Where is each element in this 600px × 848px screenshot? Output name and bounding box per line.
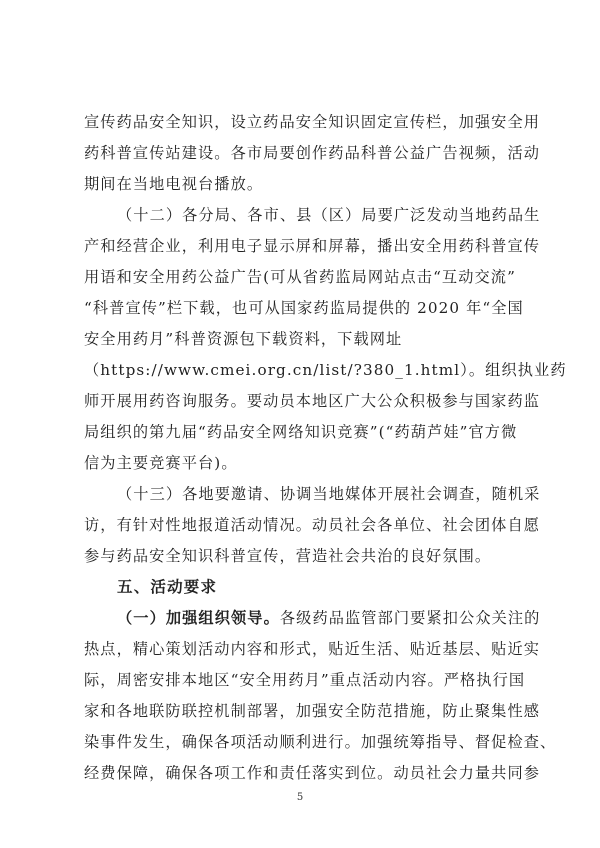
url-line: （https://www.cmei.org.cn/list/?380_1.html）。组织执业药 (84, 361, 567, 379)
section-heading: 五、活动要求 (117, 578, 218, 596)
text-line: 产和经营企业，利用电子显示屏和屏幕，播出安全用药科普宣传 (84, 237, 541, 255)
text-line: 期间在当地电视台播放。 (84, 175, 264, 193)
text-line: 际，周密安排本地区“安全用药月”重点活动内容。严格执行国 (84, 671, 526, 689)
text-line: （十二）各分局、各市、县（区）局要广泛发动当地药品生 (117, 206, 541, 224)
text-line: 局组织的第九届“药品安全网络知识竞赛”(“药葫芦娃”官方微 (84, 423, 518, 441)
text-line: “科普宣传”栏下载，也可从国家药监局提供的 2020 年“全国 (84, 299, 524, 317)
text-line: 家和各地联防联控机制部署，加强安全防范措施，防止聚集性感 (84, 702, 541, 720)
text-line: 药科普宣传站建设。各市局要创作药品科普公益广告视频，活动 (84, 144, 541, 162)
text-line: 师开展用药咨询服务。要动员本地区广大公众积极参与国家药监 (84, 392, 541, 410)
text-line: 经费保障，确保各项工作和责任落实到位。动员社会力量共同参 (84, 764, 541, 782)
text-line (117, 608, 540, 628)
page-number: 5 (296, 792, 304, 803)
text-line: （十三）各地要邀请、协调当地媒体开展社会调查，随机采 (117, 485, 541, 503)
text-line: 访，有针对性地报道活动情况。动员社会各单位、社会团体自愿 (84, 516, 541, 534)
text-line: 染事件发生，确保各项活动顺利进行。加强统筹指导、督促检查、 (84, 733, 557, 751)
text-line: 参与药品安全知识科普宣传，营造社会共治的良好氛围。 (84, 547, 492, 565)
text-line: 信为主要竞赛平台)。 (84, 454, 238, 472)
text-line: 宣传药品安全知识，设立药品安全知识固定宣传栏，加强安全用 (84, 113, 541, 131)
text-span: 各级药品监管部门要紧扣公众关注的 (279, 609, 541, 627)
text-line: 安全用药月”科普资源包下载资料，下载网址 (84, 330, 403, 348)
text-line: 用语和安全用药公益广告(可从省药监局网站点击“互动交流” (84, 268, 516, 286)
text-line: 热点，精心策划活动内容和形式，贴近生活、贴近基层、贴近实 (84, 640, 541, 658)
subheading-bold-lead: （一）加强组织领导。 (117, 609, 280, 627)
